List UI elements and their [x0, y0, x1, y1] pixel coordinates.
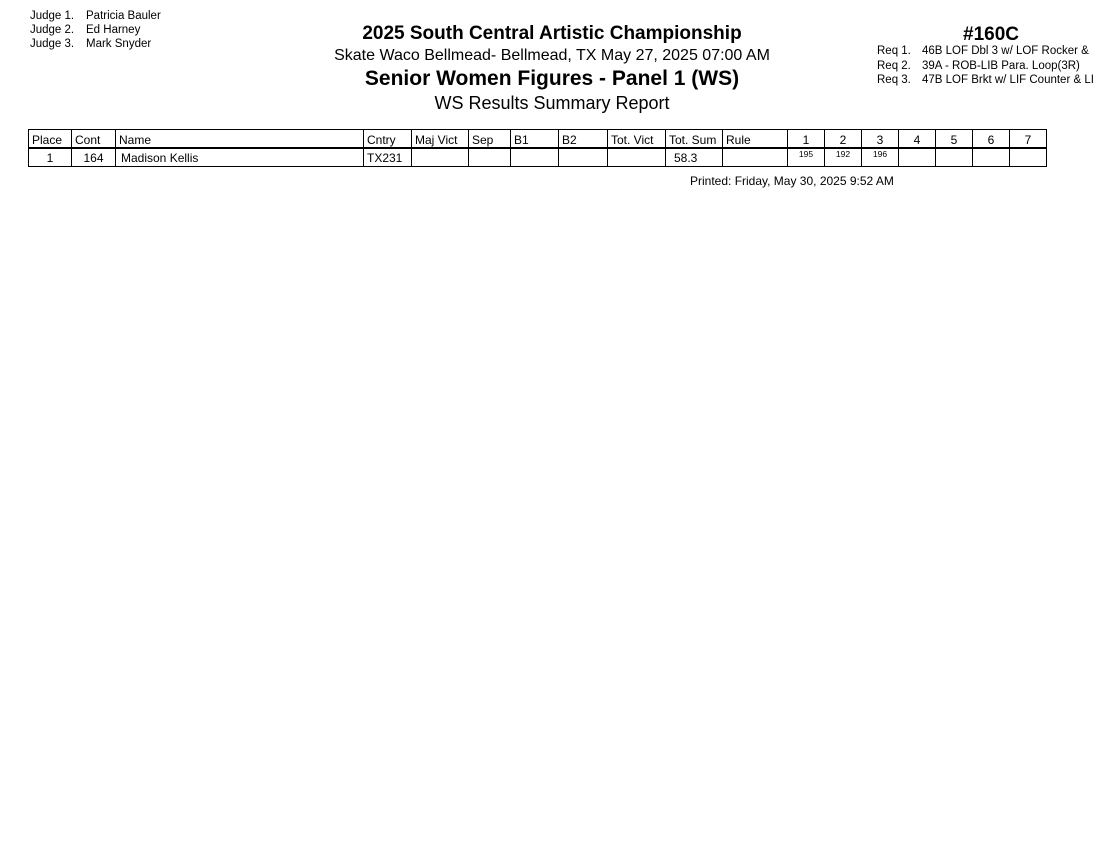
requirement-entry: Req 2. 39A - ROB-LIB Para. Loop(3R) [877, 59, 1080, 72]
cell-name: Madison Kellis [116, 148, 364, 167]
column-header-rule: Rule [723, 130, 788, 149]
column-header-name: Name [116, 130, 364, 149]
cell-judge-7 [1010, 148, 1047, 167]
judges-list [30, 9, 161, 51]
cell-judge-3: 196 [862, 148, 899, 167]
cell-rule [723, 148, 788, 167]
column-header-b2: B2 [559, 130, 608, 149]
table-header-row [29, 130, 1047, 149]
requirements-list [877, 44, 1100, 88]
column-header-judge-4: 4 [899, 130, 936, 149]
column-header-cntry: Cntry [364, 130, 412, 149]
requirement-text: 39A - ROB-LIB Para. Loop(3R) [922, 59, 1080, 72]
cell-judge-5 [936, 148, 973, 167]
results-table [28, 129, 1047, 167]
requirement-entry: Req 3. 47B LOF Brkt w/ LIF Counter & LI [877, 74, 1094, 86]
cell-judge-4 [899, 148, 936, 167]
column-header-judge-7: 7 [1010, 130, 1047, 149]
requirement-entry: Req 1. 46B LOF Dbl 3 w/ LOF Rocker & [877, 45, 1089, 57]
judge-entry: Judge 2. Ed Harney [30, 24, 141, 36]
table-row [29, 148, 1047, 167]
column-header-judge-3: 3 [862, 130, 899, 149]
cell-maj-vict [412, 148, 469, 167]
judge-entry: Judge 1. Patricia Bauler [30, 10, 161, 22]
event-number: #160C [963, 24, 1019, 45]
judge-name: Patricia Bauler [86, 10, 161, 22]
column-header-cont: Cont [72, 130, 116, 149]
column-header-judge-5: 5 [936, 130, 973, 149]
cell-tot-vict [608, 148, 666, 167]
report-header [300, 22, 804, 115]
requirement-text: 47B LOF Brkt w/ LIF Counter & LI [922, 74, 1094, 86]
report-title: WS Results Summary Report [434, 93, 670, 113]
column-header-tot-sum: Tot. Sum [666, 130, 723, 149]
requirement-text: 46B LOF Dbl 3 w/ LOF Rocker & [922, 45, 1089, 57]
column-header-tot-vict: Tot. Vict [608, 130, 666, 149]
judge-name: Ed Harney [86, 24, 141, 36]
judge-name: Mark Snyder [86, 38, 152, 50]
competition-title: 2025 South Central Artistic Championship [362, 23, 742, 44]
cell-cont: 164 [72, 148, 116, 167]
column-header-place: Place [29, 130, 72, 149]
event-title: Senior Women Figures - Panel 1 (WS) [364, 67, 740, 90]
cell-cntry: TX231 [364, 148, 412, 167]
cell-judge-6 [973, 148, 1010, 167]
column-header-judge-6: 6 [973, 130, 1010, 149]
printed-timestamp: Printed: Friday, May 30, 2025 9:52 AM [690, 174, 894, 188]
column-header-judge-1: 1 [788, 130, 825, 149]
cell-tot-sum: 58.3 [666, 148, 723, 167]
cell-judge-2: 192 [825, 148, 862, 167]
venue-line: Skate Waco Bellmead- Bellmead, TX May 27, 2025 07:00 AM [334, 47, 770, 64]
column-header-sep: Sep [469, 130, 511, 149]
judge-entry: Judge 3. Mark Snyder [30, 38, 152, 50]
cell-b2 [559, 148, 608, 167]
cell-place: 1 [29, 148, 72, 167]
column-header-maj-vict: Maj Vict [412, 130, 469, 149]
cell-sep [469, 148, 511, 167]
column-header-judge-2: 2 [825, 130, 862, 149]
column-header-b1: B1 [511, 130, 559, 149]
cell-judge-1: 195 [788, 148, 825, 167]
cell-b1 [511, 148, 559, 167]
